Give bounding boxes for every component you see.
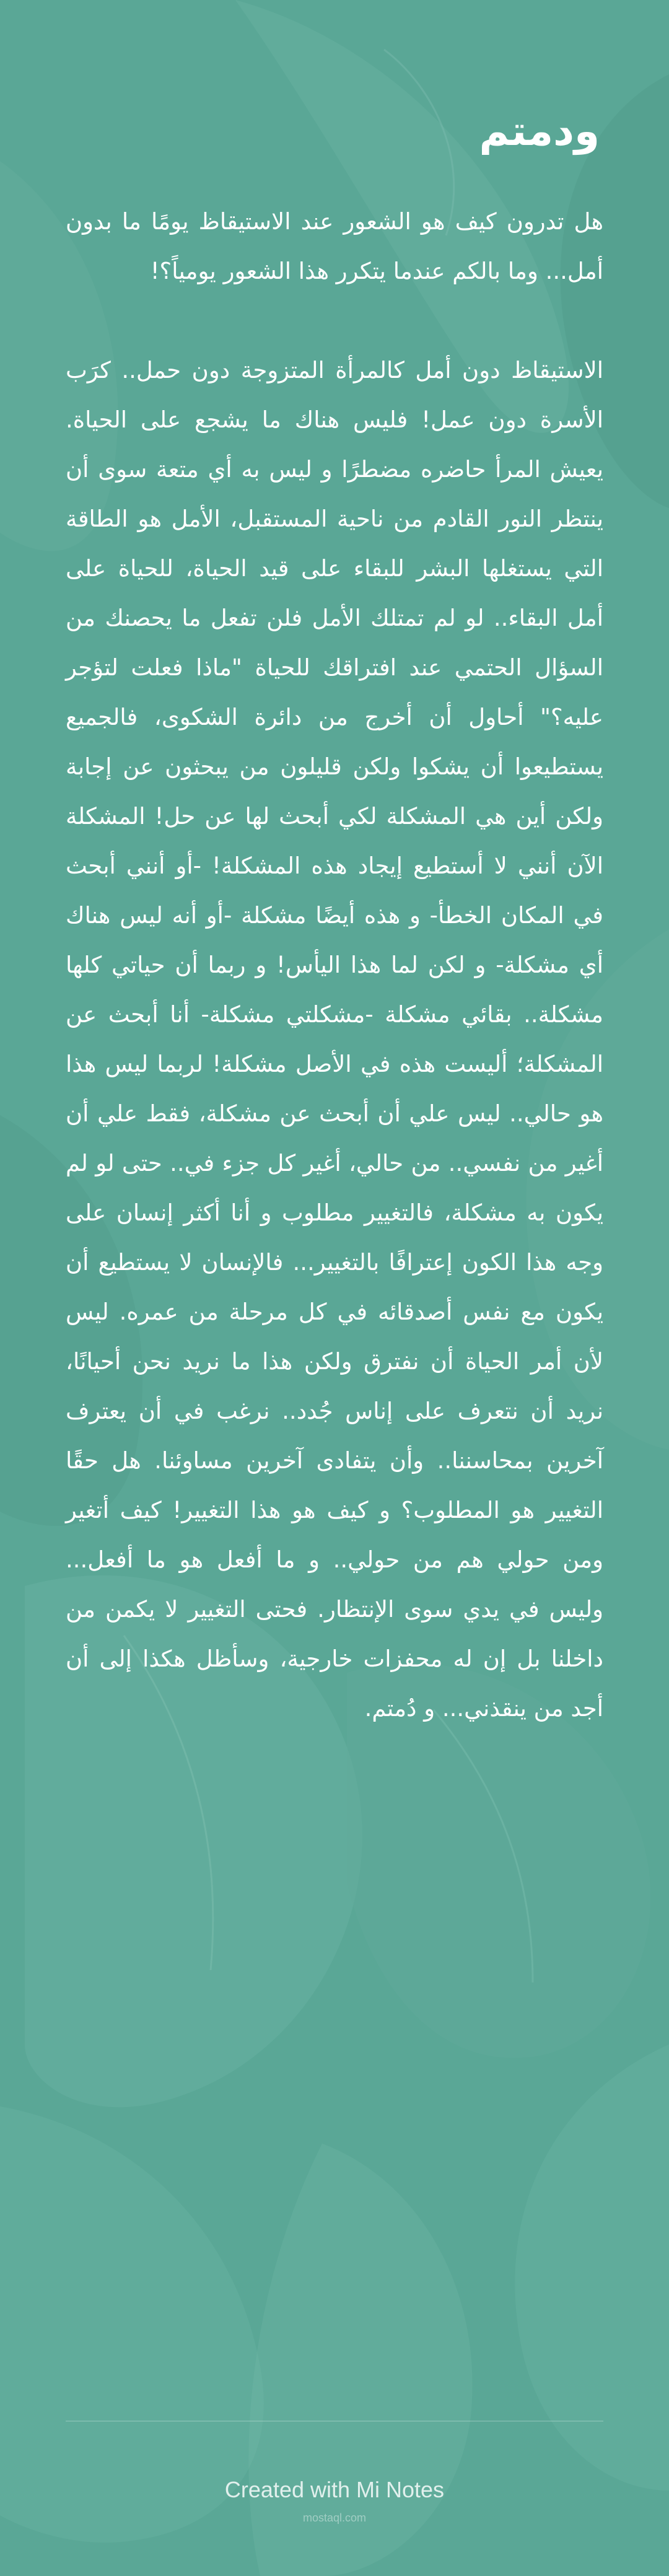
footer-divider <box>66 2420 603 2422</box>
note-title: ودمتم <box>479 107 600 155</box>
note-paragraph-2: الاستيقاظ دون أمل كالمرأة المتزوجة دون حمل.. كرَب الأسرة دون عمل! فليس هناك ما يشجع على الحياة. يعيش المرأ حاضره مضطرًا و ليس به أي متعة سوى أن ينتظر النور القادم من ناحية المستقبل، الأمل هو الطاقة التي يستغلها البشر للبقاء على قيد الحياة، للحياة على أمل البقاء.. لو لم تمتلك الأمل فلن تفعل ما يحصنك من السؤال الحتمي عند افتراقك للحياة "ماذا فعلت لتؤجر عليه؟" أحاول أن أخرج من دائرة الشكوى، فالجميع يستطيعوا أن يشكوا ولكن قليلون من يبحثون عن إجابة ولكن أين هي المشكلة لكي أبحث لها عن حل! المشكلة الآن أنني لا أستطيع إيجاد هذه المشكلة! -أو أنني أبحث في المكان الخطأ- و هذه أيضًا مشكلة -أو أنه ليس هناك أي مشكلة- و لكن لما هذا اليأس! و ربما أن حياتي كلها مشكلة.. بقائي مشكلة -مشكلتي مشكلة- أنا أبحث عن المشكلة؛ أليست هذه في الأصل مشكلة! لربما ليس هذا هو حالي.. ليس علي أن أبحث عن مشكلة، فقط علي أن أغير من نفسي.. من حالي، أغير كل جزء في.. حتى لو لم يكون به مشكلة، فالتغيير مطلوب و أنا أكثر إنسان على وجه هذا الكون إعترافًا بالتغيير... فالإنسان لا يستطيع أن يكون مع نفس أصدقائه في كل مرحلة من عمره. ليس لأن أمر الحياة أن نفترق ولكن هذا ما نريد نحن أحيانًا، نريد أن نتعرف على إناس جُدد.. نرغب في أن يعترف آخرين بمحاسننا.. وأن يتفادى آخرين مساوئنا. هل حقًا التغيير هو المطلوب؟ و كيف هو هذا التغيير! كيف أتغير ومن حولي هم من حولي.. و ما أفعل هو ما أفعل... وليس في يدي سوى الإنتظار. فحتى التغيير لا يكمن من داخلنا بل إن له محفزات خارجية، وسأظل هكذا إلى أن أجد من ينقذني... و دُمتم. <box>66 357 603 1722</box>
note-body <box>66 197 603 1733</box>
note-paragraph-1: هل تدرون كيف هو الشعور عند الاستيقاظ يومًا ما بدون أمل... وما بالكم عندما يتكرر هذا الشعور يومياً؟! <box>66 208 603 284</box>
footer-watermark: mostaql.com <box>302 2512 367 2524</box>
footer-label: Created with Mi Notes <box>224 2477 445 2502</box>
